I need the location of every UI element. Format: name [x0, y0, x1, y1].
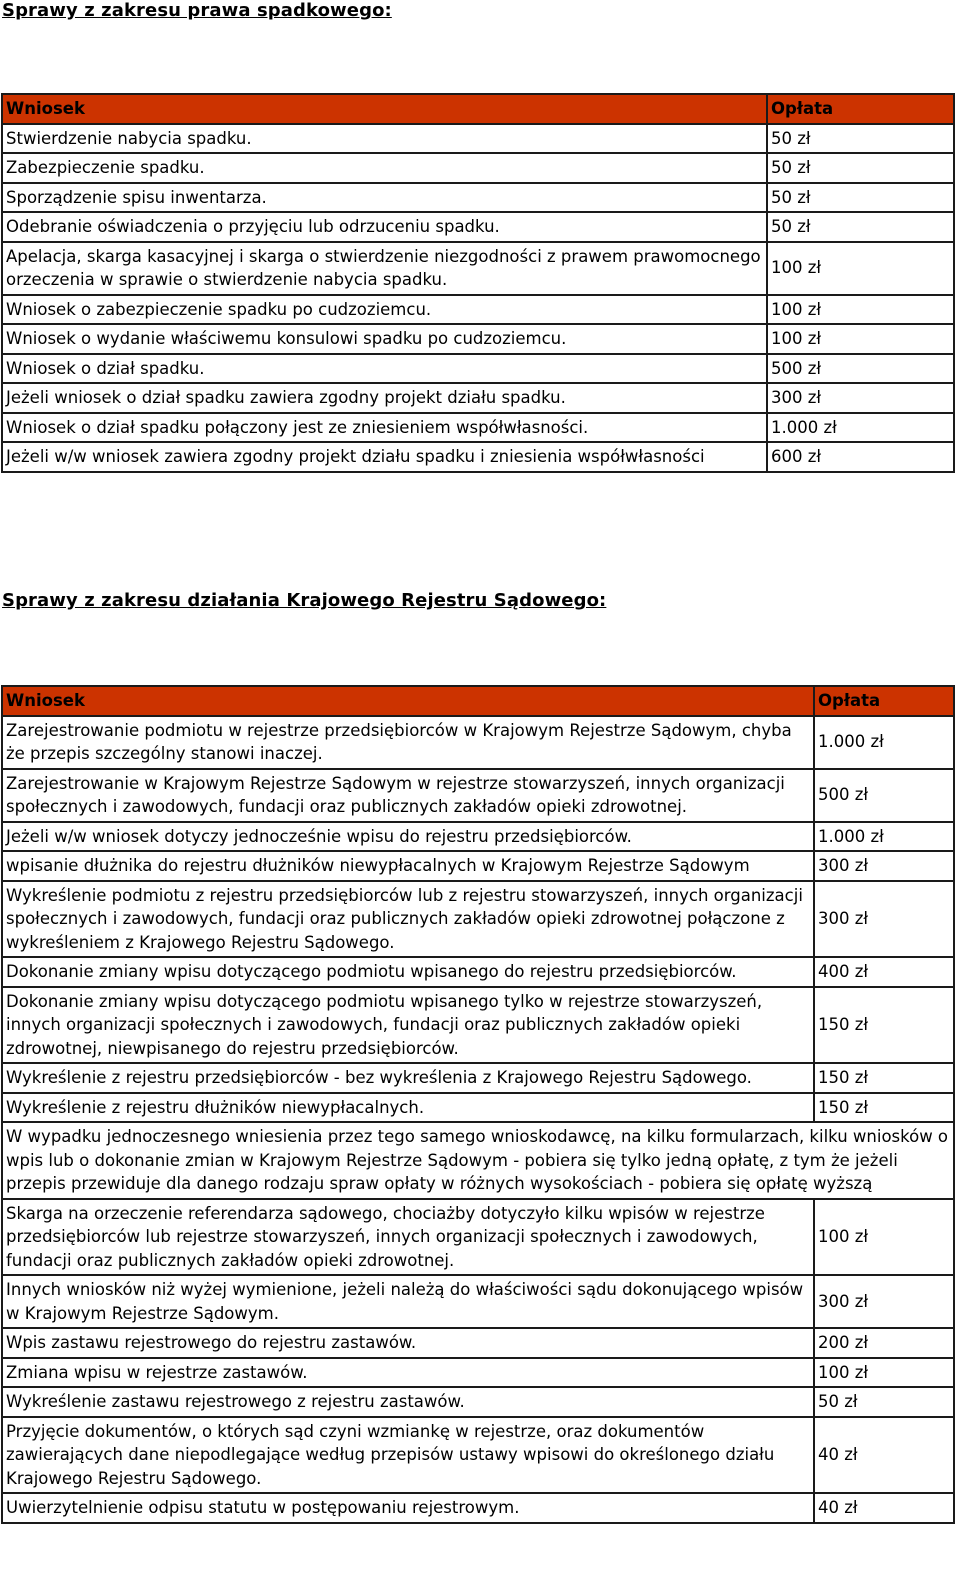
- fee-cell: 150 zł: [814, 987, 954, 1064]
- request-cell: Zarejestrowanie podmiotu w rejestrze przedsiębiorców w Krajowym Rejestrze Sądowym, chyba że przepis szczególny stanowi inaczej.: [2, 716, 814, 769]
- request-cell: Wykreślenie podmiotu z rejestru przedsiębiorców lub z rejestru stowarzyszeń, innych organizacji społecznych i zawodowych, fundacji oraz publicznych zakładów opieki zdrowotnej połączone z wykreśleniem z Krajowego Rejestru Sądowego.: [2, 881, 814, 958]
- request-cell: Wniosek o dział spadku.: [2, 354, 767, 384]
- section-title-krs: Sprawy z zakresu działania Krajowego Rejestru Sądowego:: [2, 590, 607, 611]
- fee-cell: 100 zł: [767, 242, 954, 295]
- fee-cell: 100 zł: [767, 295, 954, 325]
- fee-cell: 50 zł: [767, 153, 954, 183]
- fee-cell: 500 zł: [814, 769, 954, 822]
- fee-cell: 300 zł: [814, 881, 954, 958]
- fee-cell: 300 zł: [814, 851, 954, 881]
- fee-cell: 100 zł: [814, 1199, 954, 1276]
- request-cell: Wniosek o wydanie właściwemu konsulowi spadku po cudzoziemcu.: [2, 324, 767, 354]
- table-row: [2, 1063, 954, 1093]
- request-cell: Zabezpieczenie spadku.: [2, 153, 767, 183]
- fee-cell: 200 zł: [814, 1328, 954, 1358]
- request-cell: Jeżeli w/w wniosek dotyczy jednocześnie wpisu do rejestru przedsiębiorców.: [2, 822, 814, 852]
- inheritance-fees-body: [2, 124, 954, 472]
- request-cell: Jeżeli w/w wniosek zawiera zgodny projekt działu spadku i zniesienia współwłasności: [2, 442, 767, 472]
- table-row: [2, 153, 954, 183]
- fee-cell: 50 zł: [767, 124, 954, 154]
- table-row: [2, 1417, 954, 1494]
- fee-cell: 150 zł: [814, 1093, 954, 1123]
- request-cell: Przyjęcie dokumentów, o których sąd czyni wzmiankę w rejestrze, oraz dokumentów zawierających dane niepodlegające według przepisów ustawy wpisowi do określonego działu Krajowego Rejestru Sądowego.: [2, 1417, 814, 1494]
- table-row: [2, 987, 954, 1064]
- column-header-request: Wniosek: [2, 94, 767, 124]
- section-title-inheritance: Sprawy z zakresu prawa spadkowego:: [2, 0, 392, 21]
- column-header-fee: Opłata: [814, 686, 954, 716]
- table-row: [2, 716, 954, 769]
- fee-cell: 1.000 zł: [814, 716, 954, 769]
- fee-cell: 300 zł: [767, 383, 954, 413]
- table-row: [2, 383, 954, 413]
- fee-cell: 40 zł: [814, 1493, 954, 1523]
- request-cell: Odebranie oświadczenia o przyjęciu lub odrzuceniu spadku.: [2, 212, 767, 242]
- table-row: [2, 1493, 954, 1523]
- fee-cell: 150 zł: [814, 1063, 954, 1093]
- request-cell: Zmiana wpisu w rejestrze zastawów.: [2, 1358, 814, 1388]
- table-row: [2, 1358, 954, 1388]
- request-cell: Skarga na orzeczenie referendarza sądowego, chociażby dotyczyło kilku wpisów w rejestrze przedsiębiorców lub rejestrze stowarzyszeń, innych organizacji społecznych i zawodowych, fundacji oraz publicznych zakładów opieki zdrowotnej.: [2, 1199, 814, 1276]
- table-row: [2, 851, 954, 881]
- table-row: [2, 1199, 954, 1276]
- request-cell: Wniosek o dział spadku połączony jest ze zniesieniem współwłasności.: [2, 413, 767, 443]
- fee-cell: 500 zł: [767, 354, 954, 384]
- table-row: [2, 1093, 954, 1123]
- table-row-note: [2, 1122, 954, 1199]
- request-cell: Wykreślenie z rejestru dłużników niewypłacalnych.: [2, 1093, 814, 1123]
- table-row: [2, 442, 954, 472]
- table-header-row: [2, 94, 954, 124]
- column-header-request: Wniosek: [2, 686, 814, 716]
- request-cell: Dokonanie zmiany wpisu dotyczącego podmiotu wpisanego do rejestru przedsiębiorców.: [2, 957, 814, 987]
- request-cell: Sporządzenie spisu inwentarza.: [2, 183, 767, 213]
- table-row: [2, 295, 954, 325]
- table-row: [2, 881, 954, 958]
- table-row: [2, 1387, 954, 1417]
- table-row: [2, 769, 954, 822]
- table-row: [2, 324, 954, 354]
- table-row: [2, 124, 954, 154]
- fee-cell: 40 zł: [814, 1417, 954, 1494]
- request-cell: Dokonanie zmiany wpisu dotyczącego podmiotu wpisanego tylko w rejestrze stowarzyszeń, innych organizacji społecznych i zawodowych, fundacji oraz publicznych zakładów opieki zdrowotnej, niewpisanego do rejestru przedsiębiorców.: [2, 987, 814, 1064]
- krs-fees-table: [1, 685, 955, 1524]
- inheritance-fees-table: [1, 93, 955, 473]
- fee-cell: 300 zł: [814, 1275, 954, 1328]
- request-cell: Innych wniosków niż wyżej wymienione, jeżeli należą do właściwości sądu dokonującego wpisów w Krajowym Rejestrze Sądowym.: [2, 1275, 814, 1328]
- request-cell: Stwierdzenie nabycia spadku.: [2, 124, 767, 154]
- fee-cell: 1.000 zł: [814, 822, 954, 852]
- table-row: [2, 183, 954, 213]
- table-row: [2, 242, 954, 295]
- table-row: [2, 822, 954, 852]
- table-row: [2, 1328, 954, 1358]
- request-cell: Jeżeli wniosek o dział spadku zawiera zgodny projekt działu spadku.: [2, 383, 767, 413]
- request-cell: Apelacja, skarga kasacyjnej i skarga o stwierdzenie niezgodności z prawem prawomocnego orzeczenia w sprawie o stwierdzenie nabycia spadku.: [2, 242, 767, 295]
- request-cell: Zarejestrowanie w Krajowym Rejestrze Sądowym w rejestrze stowarzyszeń, innych organizacji społecznych i zawodowych, fundacji oraz publicznych zakładów opieki zdrowotnej.: [2, 769, 814, 822]
- fee-cell: 50 zł: [814, 1387, 954, 1417]
- fee-cell: 100 zł: [814, 1358, 954, 1388]
- request-cell: Wpis zastawu rejestrowego do rejestru zastawów.: [2, 1328, 814, 1358]
- request-cell: Wniosek o zabezpieczenie spadku po cudzoziemcu.: [2, 295, 767, 325]
- fee-cell: 1.000 zł: [767, 413, 954, 443]
- request-cell: Uwierzytelnienie odpisu statutu w postępowaniu rejestrowym.: [2, 1493, 814, 1523]
- fee-cell: 100 zł: [767, 324, 954, 354]
- column-header-fee: Opłata: [767, 94, 954, 124]
- fee-cell: 600 zł: [767, 442, 954, 472]
- fee-cell: 50 zł: [767, 183, 954, 213]
- request-cell: Wykreślenie z rejestru przedsiębiorców - bez wykreślenia z Krajowego Rejestru Sądowego.: [2, 1063, 814, 1093]
- request-cell: Wykreślenie zastawu rejestrowego z rejestru zastawów.: [2, 1387, 814, 1417]
- note-cell: W wypadku jednoczesnego wniesienia przez tego samego wnioskodawcę, na kilku formularzach, kilku wniosków o wpis lub o dokonanie zmian w Krajowym Rejestrze Sądowym - pobiera się tylko jedną opłatę, z tym że jeżeli przepis przewiduje dla danego rodzaju spraw opłaty w różnych wysokościach - pobiera się opłatę wyższą: [2, 1122, 954, 1199]
- request-cell: wpisanie dłużnika do rejestru dłużników niewypłacalnych w Krajowym Rejestrze Sądowym: [2, 851, 814, 881]
- fee-cell: 50 zł: [767, 212, 954, 242]
- table-row: [2, 212, 954, 242]
- krs-fees-body: [2, 716, 954, 1523]
- table-row: [2, 413, 954, 443]
- fee-cell: 400 zł: [814, 957, 954, 987]
- table-row: [2, 957, 954, 987]
- table-header-row: [2, 686, 954, 716]
- table-row: [2, 354, 954, 384]
- table-row: [2, 1275, 954, 1328]
